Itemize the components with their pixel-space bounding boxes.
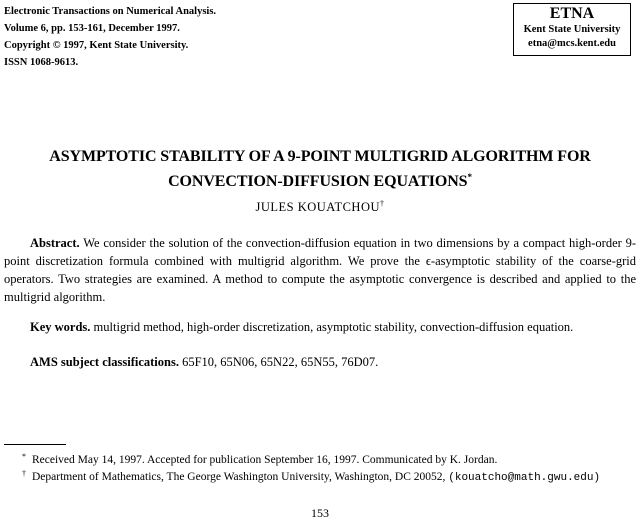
footnote-2-mark: † <box>22 469 26 478</box>
etna-email: etna@mcs.kent.edu <box>528 38 616 49</box>
journal-info <box>4 3 216 71</box>
ams-text: 65F10, 65N06, 65N22, 65N55, 76D07. <box>182 355 379 369</box>
author-email: (kouatcho@math.gwu.edu) <box>448 472 601 484</box>
journal-line: Volume 6, pp. 153-161, December 1997. <box>4 23 180 34</box>
author-name: JULES KOUATCHOU <box>255 200 381 214</box>
abstract-label: Abstract. <box>30 236 80 250</box>
author-footnote-mark: † <box>380 199 385 208</box>
footnote-2-text: Department of Mathematics, The George Washington University, Washington, DC 20052, <box>32 471 446 483</box>
author <box>0 199 640 215</box>
journal-line: Electronic Transactions on Numerical Analysis. <box>4 6 217 17</box>
etna-university: Kent State University <box>523 24 621 35</box>
page-number: 153 <box>311 506 329 520</box>
keywords-label: Key words. <box>30 320 91 334</box>
footnote-1-mark: * <box>22 452 26 461</box>
ams-classifications <box>30 353 378 371</box>
title-footnote-mark: * <box>467 172 472 182</box>
ams-label: AMS subject classifications. <box>30 355 179 369</box>
footnote-rule <box>4 444 66 445</box>
keywords-text: multigrid method, high-order discretization, asymptotic stability, convection-diffusion equation. <box>93 320 574 334</box>
journal-line: Copyright © 1997, Kent State University. <box>4 40 189 51</box>
etna-title: ETNA <box>549 5 595 22</box>
title-line-1: ASYMPTOTIC STABILITY OF A 9-POINT MULTIGRID ALGORITHM FOR <box>49 148 591 165</box>
abstract-text: We consider the solution of the convection-diffusion equation in two dimensions by a compact high-order 9-point discretization formula combined with multigrid algorithm. We prove the ϵ-asymptotic stability of the coarse-grid operators. Two strategies are examined. A method to compute the asymptotic convergence is described and applied to the multigrid algorithm. <box>4 236 636 304</box>
etna-header-box <box>513 3 631 56</box>
footnote-affiliation <box>4 466 636 486</box>
title-line-2: CONVECTION-DIFFUSION EQUATIONS <box>168 173 468 190</box>
journal-line: ISSN 1068-9613. <box>4 57 79 68</box>
footnote-1-text: Received May 14, 1997. Accepted for publication September 16, 1997. Communicated by K. Jordan. <box>32 454 498 466</box>
paper-title <box>0 147 640 192</box>
abstract <box>4 234 636 306</box>
keywords <box>30 318 573 336</box>
